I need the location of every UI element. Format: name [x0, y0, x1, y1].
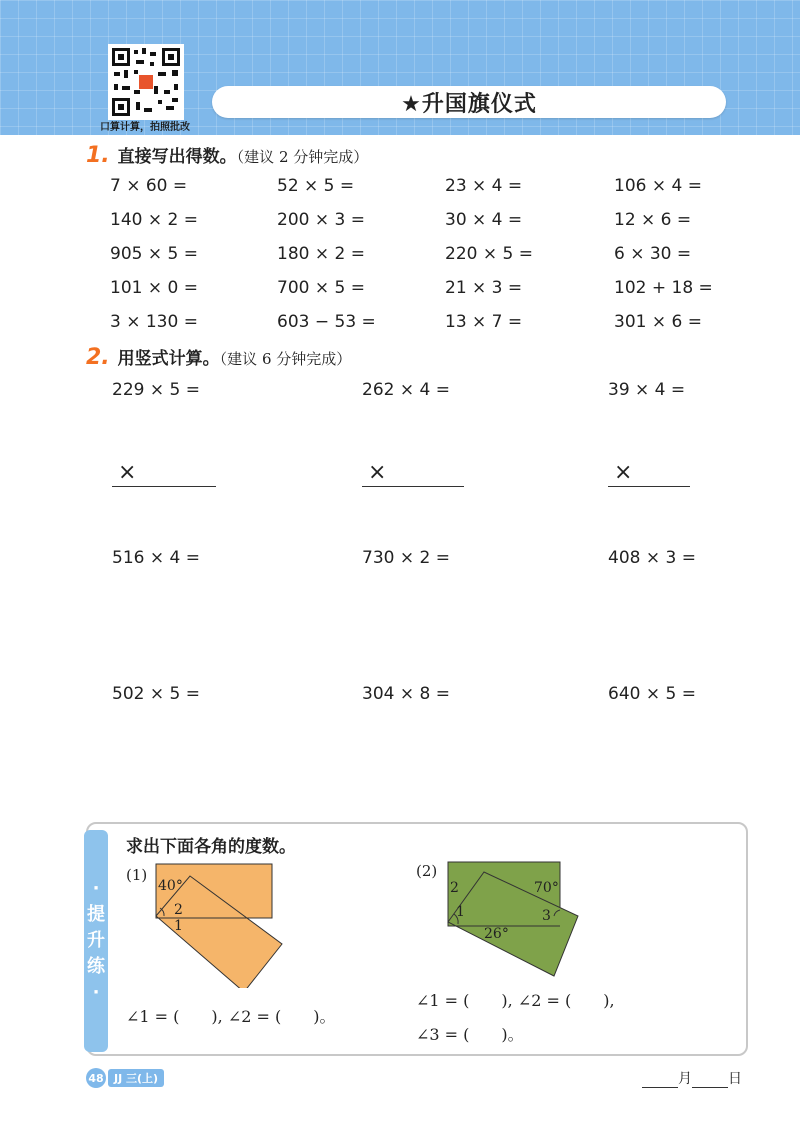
tab-char: · [92, 982, 100, 1003]
section2-title: 用竖式计算。 [117, 349, 220, 369]
figure-2-label: (2) [416, 862, 438, 880]
s1-problem: 101 × 0 = [110, 278, 198, 298]
s2-problem: 640 × 5 = [608, 684, 696, 704]
day-blank[interactable] [692, 1073, 728, 1088]
extension-tab [84, 830, 108, 1052]
s2-problem: 408 × 3 = [608, 548, 696, 568]
tab-char: · [92, 878, 100, 899]
figure-2-angle-2: 2 [450, 880, 459, 896]
month-blank[interactable] [642, 1073, 678, 1088]
s1-problem: 180 × 2 = [277, 244, 365, 264]
s1-problem: 3 × 130 = [110, 312, 198, 332]
month-label: 月 [678, 1071, 692, 1087]
tab-char: 升 [87, 930, 105, 951]
times-sign: × [614, 460, 633, 485]
s1-problem: 603 − 53 = [277, 312, 376, 332]
answer-line-2b[interactable]: ∠3 = ( )。 [416, 1025, 524, 1044]
figure-1-label: (1) [126, 866, 148, 884]
s2-problem: 304 × 8 = [362, 684, 450, 704]
s1-problem: 140 × 2 = [110, 210, 198, 230]
s2-problem: 516 × 4 = [112, 548, 200, 568]
s1-problem: 220 × 5 = [445, 244, 533, 264]
s1-problem: 13 × 7 = [445, 312, 523, 332]
qr-caption: 口算计算，拍照批改 [100, 122, 190, 133]
s1-problem: 30 × 4 = [445, 210, 523, 230]
section2-number: 2. [86, 345, 110, 370]
section2-note: （建议 6 分钟完成） [219, 350, 352, 368]
section1-heading [86, 142, 368, 168]
figure-1-angle-2: 2 [174, 902, 183, 918]
calc-line [362, 486, 464, 487]
figure-2-angle-26: 26° [484, 926, 509, 942]
figure-2-angle-3: 3 [542, 908, 551, 924]
extension-title: 求出下面各角的度数。 [126, 837, 296, 857]
grade-tag: JJ 三(上) [108, 1069, 164, 1087]
section1-number: 1. [86, 143, 110, 168]
figure-2-angle-1: 1 [456, 904, 465, 920]
s1-problem: 200 × 3 = [277, 210, 365, 230]
s1-problem: 21 × 3 = [445, 278, 523, 298]
figure-1-angle-1: 1 [174, 918, 183, 934]
calc-line [608, 486, 690, 487]
day-label: 日 [728, 1071, 742, 1087]
page-number: 48 [86, 1068, 106, 1088]
s1-problem: 52 × 5 = [277, 176, 355, 196]
date-field[interactable] [642, 1068, 742, 1088]
section1-note: （建议 2 分钟完成） [236, 148, 369, 166]
s1-problem: 301 × 6 = [614, 312, 702, 332]
section1-title: 直接写出得数。 [117, 147, 237, 167]
figure-2-angle-70: 70° [534, 880, 559, 896]
s1-problem: 7 × 60 = [110, 176, 188, 196]
page-title: ★升国旗仪式 [401, 91, 537, 117]
s1-problem: 12 × 6 = [614, 210, 692, 230]
tab-char: 练 [87, 956, 105, 977]
s2-problem: 229 × 5 = [112, 380, 200, 400]
answer-line-1[interactable]: ∠1 = ( ), ∠2 = ( )。 [126, 1007, 336, 1026]
answer-line-2a[interactable]: ∠1 = ( ), ∠2 = ( ), [416, 991, 615, 1010]
s1-problem: 700 × 5 = [277, 278, 365, 298]
figure-2-svg [414, 858, 584, 988]
figure-2 [414, 858, 584, 988]
figure-1-svg [124, 858, 314, 988]
s2-problem: 502 × 5 = [112, 684, 200, 704]
tab-char: 提 [87, 904, 105, 925]
calc-line [112, 486, 216, 487]
s1-problem: 106 × 4 = [614, 176, 702, 196]
s2-problem: 730 × 2 = [362, 548, 450, 568]
s2-problem: 39 × 4 = [608, 380, 686, 400]
s1-problem: 905 × 5 = [110, 244, 198, 264]
s2-problem: 262 × 4 = [362, 380, 450, 400]
figure-1-angle-40: 40° [158, 878, 183, 894]
section2-heading [86, 344, 351, 370]
s1-problem: 23 × 4 = [445, 176, 523, 196]
qr-code-icon [108, 44, 184, 120]
title-bar [212, 86, 726, 118]
s1-problem: 102 + 18 = [614, 278, 713, 298]
times-sign: × [368, 460, 387, 485]
s1-problem: 6 × 30 = [614, 244, 692, 264]
figure-1 [124, 858, 314, 988]
times-sign: × [118, 460, 137, 485]
